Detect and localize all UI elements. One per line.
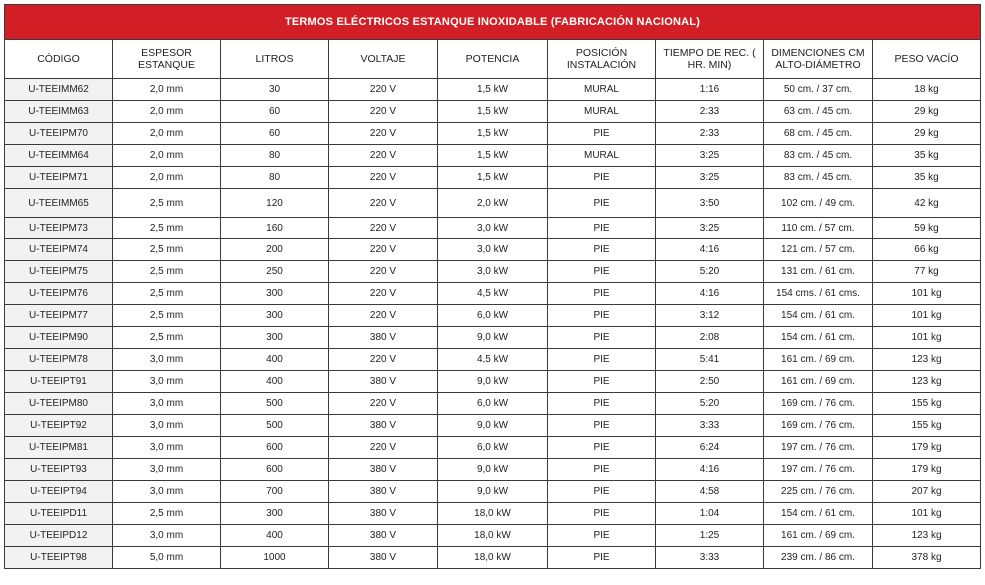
cell-codigo: U-TEEIPM81 [5,437,113,459]
cell-espesor: 3,0 mm [113,459,221,481]
cell-potencia: 4,5 kW [438,349,548,371]
cell-posicion: PIE [548,283,656,305]
table-row [5,349,981,371]
table-row [5,459,981,481]
cell-litros: 500 [221,393,329,415]
cell-litros: 80 [221,145,329,167]
cell-voltaje: 220 V [329,283,438,305]
column-header-peso: PESO VACÍO [873,40,981,79]
column-header-tiempo: TIEMPO DE REC. ( HR. MIN) [656,40,764,79]
cell-peso: 42 kg [873,189,981,218]
cell-codigo: U-TEEIPM80 [5,393,113,415]
cell-codigo: U-TEEIPD12 [5,525,113,547]
cell-tiempo: 2:08 [656,327,764,349]
cell-dimensiones: 169 cm. / 76 cm. [764,415,873,437]
cell-tiempo: 1:04 [656,503,764,525]
cell-peso: 101 kg [873,305,981,327]
cell-dimensiones: 154 cm. / 61 cm. [764,327,873,349]
cell-tiempo: 3:50 [656,189,764,218]
table-row [5,79,981,101]
cell-posicion: PIE [548,349,656,371]
cell-potencia: 18,0 kW [438,503,548,525]
cell-codigo: U-TEEIPM76 [5,283,113,305]
cell-tiempo: 4:16 [656,239,764,261]
cell-dimensiones: 239 cm. / 86 cm. [764,547,873,569]
cell-posicion: PIE [548,218,656,239]
table-row [5,167,981,189]
cell-tiempo: 2:33 [656,101,764,123]
cell-tiempo: 4:16 [656,283,764,305]
table-row [5,145,981,167]
cell-codigo: U-TEEIPM77 [5,305,113,327]
cell-tiempo: 6:24 [656,437,764,459]
cell-potencia: 9,0 kW [438,459,548,481]
cell-codigo: U-TEEIPM70 [5,123,113,145]
product-table [4,4,981,569]
cell-litros: 400 [221,525,329,547]
cell-voltaje: 220 V [329,145,438,167]
cell-dimensiones: 83 cm. / 45 cm. [764,167,873,189]
cell-espesor: 2,0 mm [113,145,221,167]
cell-litros: 160 [221,218,329,239]
cell-peso: 35 kg [873,145,981,167]
cell-dimensiones: 63 cm. / 45 cm. [764,101,873,123]
cell-voltaje: 380 V [329,503,438,525]
cell-potencia: 1,5 kW [438,79,548,101]
cell-dimensiones: 169 cm. / 76 cm. [764,393,873,415]
cell-dimensiones: 102 cm. / 49 cm. [764,189,873,218]
cell-tiempo: 3:33 [656,415,764,437]
column-header-codigo: CÓDIGO [5,40,113,79]
cell-codigo: U-TEEIMM64 [5,145,113,167]
cell-dimensiones: 161 cm. / 69 cm. [764,525,873,547]
table-row [5,123,981,145]
cell-voltaje: 220 V [329,218,438,239]
cell-posicion: PIE [548,525,656,547]
cell-potencia: 3,0 kW [438,239,548,261]
cell-posicion: PIE [548,123,656,145]
table-row [5,327,981,349]
cell-espesor: 3,0 mm [113,349,221,371]
cell-codigo: U-TEEIMM62 [5,79,113,101]
table-body [5,79,981,569]
column-header-espesor: ESPESOR ESTANQUE [113,40,221,79]
cell-litros: 300 [221,283,329,305]
cell-posicion: PIE [548,189,656,218]
cell-voltaje: 220 V [329,101,438,123]
cell-posicion: PIE [548,437,656,459]
cell-potencia: 6,0 kW [438,305,548,327]
cell-espesor: 2,5 mm [113,283,221,305]
table-row [5,283,981,305]
cell-voltaje: 220 V [329,437,438,459]
cell-espesor: 3,0 mm [113,525,221,547]
cell-posicion: PIE [548,239,656,261]
cell-posicion: PIE [548,327,656,349]
cell-codigo: U-TEEIPM78 [5,349,113,371]
cell-peso: 101 kg [873,327,981,349]
table-row [5,218,981,239]
cell-tiempo: 2:33 [656,123,764,145]
cell-potencia: 9,0 kW [438,481,548,503]
cell-codigo: U-TEEIPM73 [5,218,113,239]
cell-posicion: PIE [548,393,656,415]
cell-espesor: 3,0 mm [113,481,221,503]
cell-dimensiones: 197 cm. / 76 cm. [764,459,873,481]
cell-peso: 101 kg [873,283,981,305]
cell-voltaje: 380 V [329,547,438,569]
cell-posicion: PIE [548,459,656,481]
cell-posicion: PIE [548,415,656,437]
cell-dimensiones: 161 cm. / 69 cm. [764,371,873,393]
cell-tiempo: 4:16 [656,459,764,481]
cell-codigo: U-TEEIPT98 [5,547,113,569]
cell-posicion: MURAL [548,79,656,101]
cell-posicion: MURAL [548,145,656,167]
cell-peso: 29 kg [873,101,981,123]
table-row [5,393,981,415]
cell-litros: 200 [221,239,329,261]
cell-dimensiones: 68 cm. / 45 cm. [764,123,873,145]
table-row [5,525,981,547]
cell-potencia: 1,5 kW [438,167,548,189]
cell-litros: 700 [221,481,329,503]
spec-sheet [4,4,980,582]
cell-espesor: 2,0 mm [113,101,221,123]
cell-tiempo: 3:25 [656,167,764,189]
cell-codigo: U-TEEIPM71 [5,167,113,189]
cell-tiempo: 5:20 [656,393,764,415]
cell-peso: 101 kg [873,503,981,525]
cell-voltaje: 220 V [329,167,438,189]
table-row [5,415,981,437]
cell-codigo: U-TEEIPT93 [5,459,113,481]
cell-peso: 123 kg [873,349,981,371]
cell-litros: 60 [221,101,329,123]
cell-espesor: 2,0 mm [113,167,221,189]
cell-litros: 1000 [221,547,329,569]
cell-peso: 179 kg [873,437,981,459]
cell-litros: 300 [221,503,329,525]
cell-litros: 400 [221,371,329,393]
cell-codigo: U-TEEIPM90 [5,327,113,349]
cell-litros: 30 [221,79,329,101]
cell-potencia: 3,0 kW [438,218,548,239]
cell-tiempo: 5:20 [656,261,764,283]
cell-peso: 378 kg [873,547,981,569]
cell-codigo: U-TEEIPM74 [5,239,113,261]
cell-voltaje: 220 V [329,189,438,218]
cell-potencia: 1,5 kW [438,101,548,123]
cell-potencia: 1,5 kW [438,145,548,167]
cell-posicion: PIE [548,167,656,189]
cell-litros: 300 [221,305,329,327]
cell-dimensiones: 154 cm. / 61 cm. [764,305,873,327]
cell-espesor: 2,5 mm [113,239,221,261]
cell-codigo: U-TEEIPT94 [5,481,113,503]
column-header-posicion: POSICIÓN INSTALACIÓN [548,40,656,79]
cell-posicion: PIE [548,503,656,525]
cell-espesor: 2,5 mm [113,305,221,327]
cell-dimensiones: 121 cm. / 57 cm. [764,239,873,261]
column-header-row [5,40,981,79]
cell-dimensiones: 131 cm. / 61 cm. [764,261,873,283]
cell-potencia: 1,5 kW [438,123,548,145]
table-row [5,547,981,569]
cell-tiempo: 5:41 [656,349,764,371]
cell-peso: 207 kg [873,481,981,503]
cell-espesor: 2,5 mm [113,261,221,283]
cell-potencia: 9,0 kW [438,327,548,349]
cell-voltaje: 220 V [329,305,438,327]
cell-litros: 80 [221,167,329,189]
cell-peso: 77 kg [873,261,981,283]
cell-potencia: 9,0 kW [438,415,548,437]
cell-potencia: 4,5 kW [438,283,548,305]
cell-tiempo: 2:50 [656,371,764,393]
cell-tiempo: 1:25 [656,525,764,547]
cell-posicion: PIE [548,261,656,283]
cell-tiempo: 3:33 [656,547,764,569]
cell-potencia: 9,0 kW [438,371,548,393]
cell-peso: 59 kg [873,218,981,239]
column-header-dimensiones: DIMENCIONES CM ALTO-DIÁMETRO [764,40,873,79]
cell-potencia: 2,0 kW [438,189,548,218]
cell-posicion: PIE [548,371,656,393]
cell-dimensiones: 225 cm. / 76 cm. [764,481,873,503]
cell-peso: 66 kg [873,239,981,261]
cell-peso: 29 kg [873,123,981,145]
cell-peso: 155 kg [873,415,981,437]
cell-tiempo: 3:12 [656,305,764,327]
cell-voltaje: 220 V [329,261,438,283]
cell-codigo: U-TEEIPD11 [5,503,113,525]
cell-potencia: 6,0 kW [438,437,548,459]
table-title-row [5,5,981,40]
table-row [5,371,981,393]
cell-litros: 500 [221,415,329,437]
cell-voltaje: 220 V [329,239,438,261]
cell-tiempo: 3:25 [656,218,764,239]
cell-dimensiones: 154 cms. / 61 cms. [764,283,873,305]
cell-espesor: 2,0 mm [113,79,221,101]
cell-voltaje: 380 V [329,525,438,547]
cell-espesor: 3,0 mm [113,371,221,393]
column-header-voltaje: VOLTAJE [329,40,438,79]
cell-dimensiones: 154 cm. / 61 cm. [764,503,873,525]
table-row [5,239,981,261]
cell-dimensiones: 110 cm. / 57 cm. [764,218,873,239]
cell-litros: 400 [221,349,329,371]
table-row [5,261,981,283]
cell-voltaje: 380 V [329,459,438,481]
table-row [5,437,981,459]
cell-potencia: 18,0 kW [438,525,548,547]
cell-litros: 120 [221,189,329,218]
cell-peso: 155 kg [873,393,981,415]
cell-espesor: 2,5 mm [113,189,221,218]
cell-litros: 250 [221,261,329,283]
cell-dimensiones: 197 cm. / 76 cm. [764,437,873,459]
table-row [5,305,981,327]
cell-peso: 18 kg [873,79,981,101]
table-row [5,189,981,218]
cell-espesor: 5,0 mm [113,547,221,569]
cell-dimensiones: 50 cm. / 37 cm. [764,79,873,101]
cell-voltaje: 220 V [329,79,438,101]
cell-espesor: 2,5 mm [113,218,221,239]
cell-peso: 179 kg [873,459,981,481]
cell-codigo: U-TEEIMM63 [5,101,113,123]
cell-voltaje: 220 V [329,349,438,371]
cell-posicion: MURAL [548,101,656,123]
cell-espesor: 3,0 mm [113,393,221,415]
cell-dimensiones: 161 cm. / 69 cm. [764,349,873,371]
cell-potencia: 6,0 kW [438,393,548,415]
cell-voltaje: 380 V [329,371,438,393]
cell-espesor: 3,0 mm [113,415,221,437]
table-title: TERMOS ELÉCTRICOS ESTANQUE INOXIDABLE (FABRICACIÓN NACIONAL) [5,5,981,40]
column-header-litros: LITROS [221,40,329,79]
cell-potencia: 18,0 kW [438,547,548,569]
column-header-potencia: POTENCIA [438,40,548,79]
cell-peso: 123 kg [873,525,981,547]
cell-codigo: U-TEEIPM75 [5,261,113,283]
cell-tiempo: 1:16 [656,79,764,101]
cell-peso: 123 kg [873,371,981,393]
cell-posicion: PIE [548,305,656,327]
table-row [5,101,981,123]
cell-voltaje: 380 V [329,327,438,349]
cell-potencia: 3,0 kW [438,261,548,283]
cell-tiempo: 3:25 [656,145,764,167]
cell-espesor: 2,5 mm [113,327,221,349]
cell-espesor: 2,5 mm [113,503,221,525]
cell-espesor: 3,0 mm [113,437,221,459]
cell-voltaje: 220 V [329,393,438,415]
cell-litros: 300 [221,327,329,349]
cell-dimensiones: 83 cm. / 45 cm. [764,145,873,167]
cell-voltaje: 380 V [329,415,438,437]
table-row [5,481,981,503]
cell-tiempo: 4:58 [656,481,764,503]
cell-litros: 60 [221,123,329,145]
cell-posicion: PIE [548,547,656,569]
cell-voltaje: 380 V [329,481,438,503]
cell-voltaje: 220 V [329,123,438,145]
cell-codigo: U-TEEIMM65 [5,189,113,218]
cell-posicion: PIE [548,481,656,503]
cell-espesor: 2,0 mm [113,123,221,145]
cell-codigo: U-TEEIPT91 [5,371,113,393]
cell-codigo: U-TEEIPT92 [5,415,113,437]
cell-litros: 600 [221,437,329,459]
cell-litros: 600 [221,459,329,481]
table-row [5,503,981,525]
cell-peso: 35 kg [873,167,981,189]
